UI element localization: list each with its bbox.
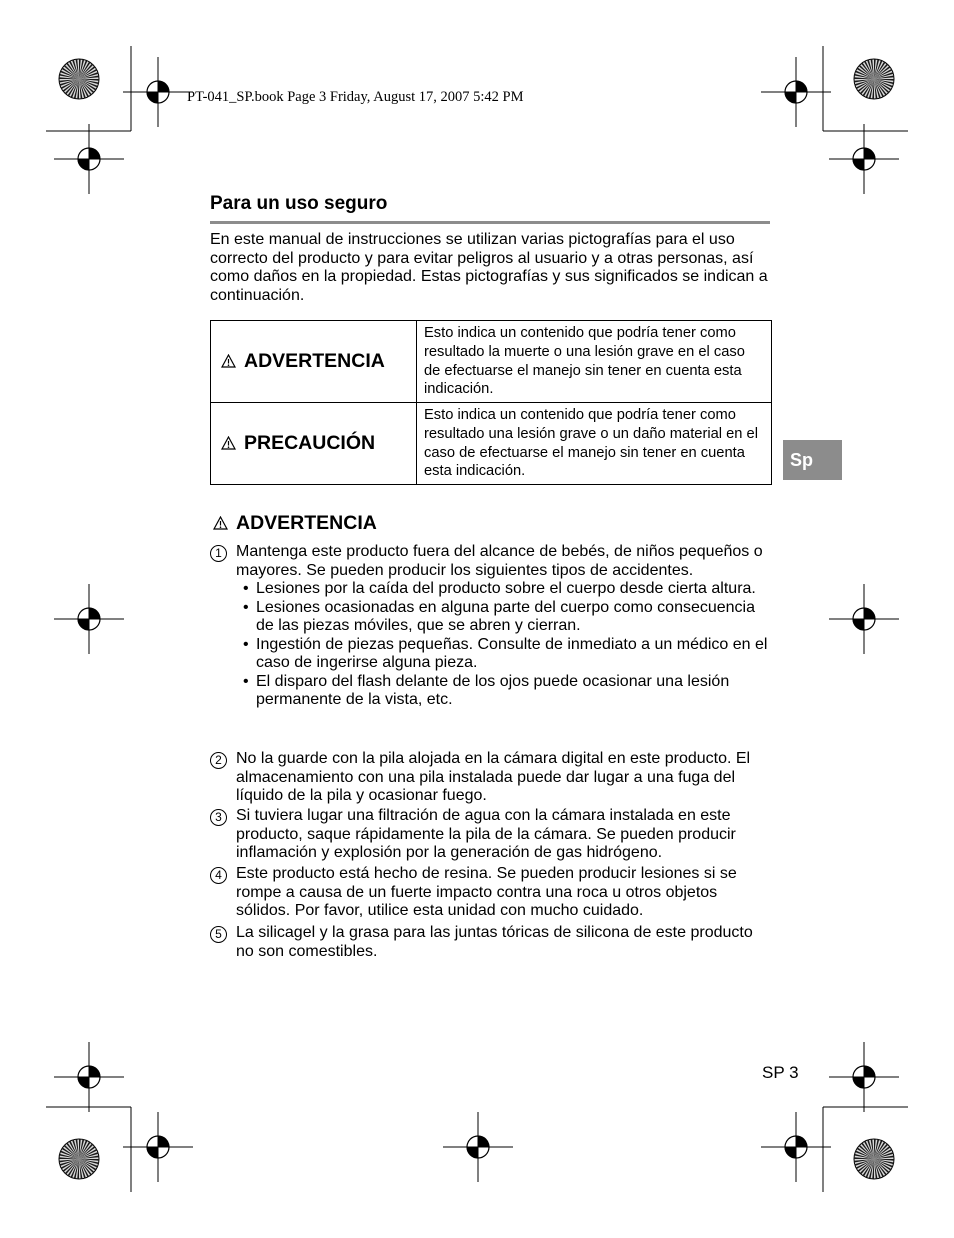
bullet-dot-icon: •	[243, 635, 249, 653]
warning-triangle-icon	[213, 516, 228, 530]
warning-item-5	[210, 924, 772, 961]
legend-description: Esto indica un contenido que podría tener como resultado una lesión grave o un daño material en el caso de efectuarse el manejo sin tener en cuenta esta indicación.	[417, 403, 772, 485]
item-text: No la guarde con la pila alojada en la cámara digital en este producto. El almacenamiento con una pila instalada puede dar lugar a una fuga del líquido de la pila y ocasionar fuego.	[236, 750, 751, 804]
starburst-mark-icon	[854, 59, 894, 99]
bullet-text: Lesiones ocasionadas en alguna parte del cuerpo como consecuencia de las piezas móviles, que se abren y cierran.	[256, 598, 756, 634]
bullet-text: El disparo del flash delante de los ojos puede ocasionar una lesión permanente de la vista, etc.	[256, 672, 730, 708]
bullet-text: Lesiones por la caída del producto sobre el cuerpo desde cierta altura.	[256, 580, 756, 597]
registration-mark-icon	[761, 57, 831, 127]
page-number: SP 3	[762, 1063, 799, 1082]
legend-label: ADVERTENCIA	[244, 350, 385, 372]
item-text: Mantenga este producto fuera del alcance de bebés, de niños pequeños o mayores. Se pueden producir los siguientes tipos de accidentes.	[236, 543, 763, 579]
item-text: Si tuviera lugar una filtración de agua con la cámara instalada en este producto, saque rápidamente la pila de la cámara. Se pueden producir inflamación y explosión por la generación de gas hidrógeno.	[236, 807, 736, 861]
warning-triangle-icon	[221, 354, 236, 368]
warning-item-2	[210, 750, 772, 806]
title-underline	[210, 221, 770, 224]
item-number: 4	[210, 867, 227, 884]
starburst-mark-icon	[59, 59, 99, 99]
starburst-mark-icon	[854, 1139, 894, 1179]
warning-item-1	[210, 543, 772, 710]
item-number: 5	[210, 926, 227, 943]
registration-mark-icon	[54, 1042, 124, 1112]
registration-mark-icon	[761, 1112, 831, 1182]
registration-mark-icon	[123, 1112, 193, 1182]
item-text: La silicagel y la grasa para las juntas tóricas de silicona de este producto no son comestibles.	[236, 924, 753, 960]
item-number: 3	[210, 809, 227, 826]
section-title: Para un uso seguro	[210, 193, 388, 214]
language-tab: Sp	[783, 440, 842, 480]
intro-paragraph: En este manual de instrucciones se utilizan varias pictografías para el uso correcto del producto y para evitar peligros al usuario y a otras personas, así como daños en la propiedad. Estas pictografías y sus significados se indican a continuación.	[210, 231, 768, 304]
bullet-item	[210, 580, 772, 599]
bullet-item	[210, 636, 772, 673]
registration-mark-icon	[829, 1042, 899, 1112]
registration-mark-icon	[443, 1112, 513, 1182]
warning-item-3	[210, 807, 772, 863]
legend-label-cell	[211, 321, 417, 403]
item-number: 2	[210, 752, 227, 769]
warning-heading	[213, 512, 377, 535]
registration-mark-icon	[829, 584, 899, 654]
registration-mark-icon	[829, 124, 899, 194]
legend-description: Esto indica un contenido que podría tener como resultado la muerte o una lesión grave en el caso de efectuarse el manejo sin tener en cuenta esta indicación.	[417, 321, 772, 403]
bullet-text: Ingestión de piezas pequeñas. Consulte de inmediato a un médico en el caso de ingerirse alguna pieza.	[256, 635, 768, 671]
bullet-item	[210, 599, 772, 636]
legend-label-cell	[211, 403, 417, 485]
bullet-dot-icon: •	[243, 580, 249, 597]
warning-item-4	[210, 865, 772, 921]
pictograph-legend-table	[210, 320, 772, 485]
item-number: 1	[210, 545, 227, 562]
bullet-item	[210, 673, 772, 710]
bullet-dot-icon: •	[243, 672, 249, 690]
bullet-dot-icon: •	[243, 598, 249, 616]
legend-row-precaucion	[211, 403, 772, 485]
legend-row-advertencia	[211, 321, 772, 403]
registration-mark-icon	[54, 584, 124, 654]
registration-mark-icon	[54, 124, 124, 194]
registration-mark-icon	[123, 57, 193, 127]
legend-label: PRECAUCIÓN	[244, 432, 376, 454]
item-text: Este producto está hecho de resina. Se pueden producir lesiones si se rompe a causa de un fuerte impacto contra una roca u otros objetos sólidos. Por favor, utilice esta unidad con mucho cuidado.	[236, 865, 737, 919]
starburst-mark-icon	[59, 1139, 99, 1179]
warning-heading-text: ADVERTENCIA	[236, 512, 377, 534]
file-info-line: PT-041_SP.book Page 3 Friday, August 17, 2007 5:42 PM	[187, 89, 524, 105]
warning-triangle-icon	[221, 436, 236, 450]
